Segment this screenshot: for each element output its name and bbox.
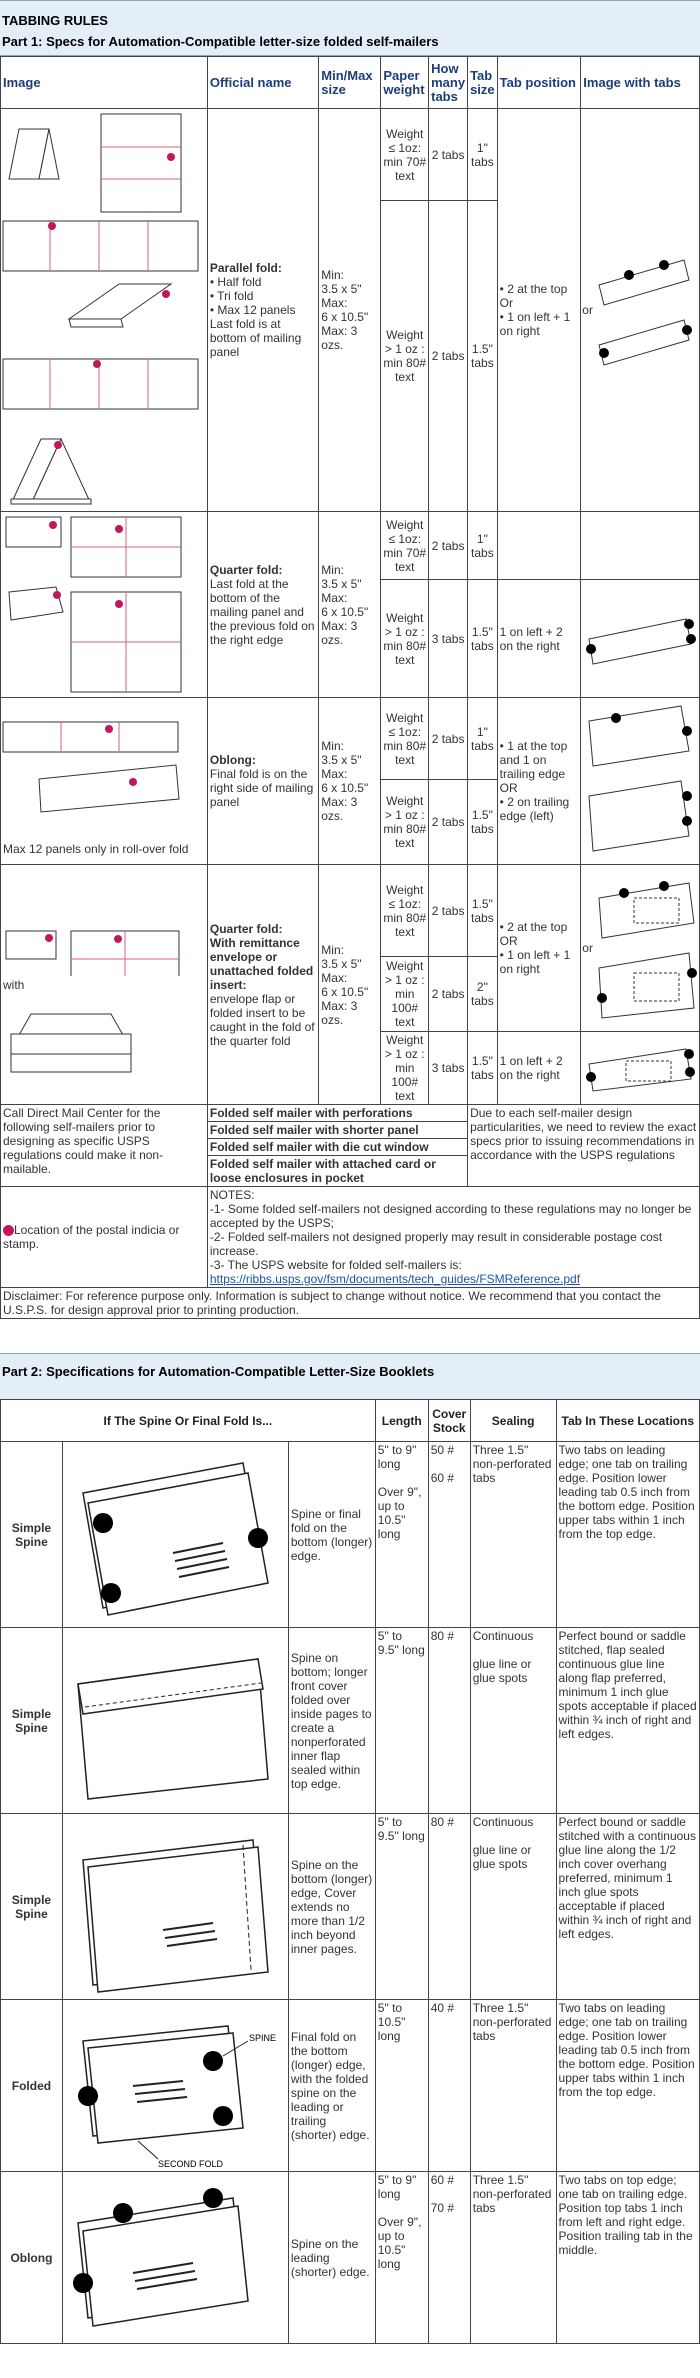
remit-name-cell bbox=[207, 865, 318, 1105]
legend-cell bbox=[1, 1187, 208, 1288]
booklet-desc: Spine or final fold on the bottom (longer) edge. bbox=[288, 1442, 375, 1628]
booklet-diagram-5 bbox=[63, 2173, 287, 2343]
quarter-size: Min: 3.5 x 5" Max: 6 x 10.5" Max: 3 ozs. bbox=[319, 512, 381, 698]
booklet-label: Simple Spine bbox=[1, 1442, 63, 1628]
oblong-tabsize-2: 1.5" tabs bbox=[468, 780, 498, 865]
oblong-tab-image bbox=[581, 698, 700, 865]
call-row bbox=[1, 1105, 700, 1187]
booklet-sealing: Continuous glue line or glue spots bbox=[470, 1814, 556, 2000]
remit-tabsize-2: 2" tabs bbox=[468, 957, 498, 1032]
booklet-desc: Spine on the leading (shorter) edge. bbox=[288, 2172, 375, 2344]
oblong-weight-1: Weight ≤ 1oz: min 80# text bbox=[381, 698, 429, 780]
booklet-length: 5" to 9" long Over 9", up to 10.5" long bbox=[375, 2172, 428, 2344]
booklet-diagram-4 bbox=[63, 2001, 287, 2171]
parallel-tabsize-2: 1.5" tabs bbox=[468, 201, 498, 512]
remit-tab-diagram-2 bbox=[581, 1039, 697, 1097]
booklet-stock: 80 # bbox=[428, 1628, 470, 1814]
oblong-note: Max 12 panels only in roll-over fold bbox=[3, 841, 189, 856]
red-dot-icon bbox=[3, 1225, 14, 1236]
booklet-sealing: Three 1.5" non-perforated tabs bbox=[470, 2172, 556, 2344]
parallel-tabs-2: 2 tabs bbox=[429, 201, 468, 512]
booklet-image bbox=[62, 1628, 288, 1814]
remit-position: • 2 at the top OR • 1 on left + 1 on right bbox=[497, 865, 581, 1032]
remit-envelope-diagram bbox=[1, 994, 206, 1074]
col-official-name: Official name bbox=[207, 57, 318, 109]
call-item: Folded self mailer with perforations bbox=[208, 1105, 467, 1122]
part2-header-row bbox=[1, 1400, 700, 1442]
disclaimer: Disclaimer: For reference purpose only. Information is subject to change without notice. We recommend that you contact the U.S.P.S. for design approval prior to printing production. bbox=[1, 1288, 700, 1319]
call-items bbox=[207, 1105, 467, 1187]
oblong-fold-diagrams bbox=[1, 707, 206, 842]
booklet-diagram-2 bbox=[63, 1629, 287, 1813]
remit-fold-diagrams bbox=[1, 896, 206, 976]
remit-weight-1: Weight ≤ 1oz: min 80# text bbox=[381, 865, 429, 957]
parallel-tab-diagram bbox=[594, 235, 694, 385]
col-tab-size: Tab size bbox=[468, 57, 498, 109]
quarter-tab-diagram bbox=[581, 599, 697, 679]
booklet-tabs: Perfect bound or saddle stitched with a continuous glue line along the 1/2 inch cover overhang preferred, minimum 1 inch glue spots acceptable if placed within ¾ inch of right and left edges. bbox=[556, 1814, 699, 2000]
booklet-row bbox=[1, 2172, 700, 2344]
oblong-desc: Final fold is on the right side of mailing panel bbox=[209, 767, 314, 809]
part1-header-row bbox=[1, 57, 700, 109]
quarter-tabsize-1: 1" tabs bbox=[468, 512, 498, 580]
oblong-weight-2: Weight > 1 oz : min 80# text bbox=[381, 780, 429, 865]
booklet-length: 5" to 9.5" long bbox=[375, 1628, 428, 1814]
notes-title: NOTES: bbox=[209, 1188, 255, 1202]
remit-desc: envelope flap or folded insert to be caught in the fold of the quarter fold bbox=[209, 991, 315, 1048]
parallel-weight-1: Weight ≤ 1oz: min 70# text bbox=[381, 109, 429, 201]
col-cover-stock: Cover Stock bbox=[428, 1400, 470, 1442]
note-item: -2- Folded self-mailers not designed properly may result in considerable postage cost increase. bbox=[209, 1230, 663, 1258]
note-item: -1- Some folded self-mailers not designed according to these regulations may no longer be accepted by the USPS; bbox=[209, 1202, 692, 1230]
booklet-tabs: Perfect bound or saddle stitched, flap sealed continuous glue line along flap preferred, minimum 1 inch glue spots acceptable if placed within ¾ inch of right and left edges. bbox=[556, 1628, 699, 1814]
remit-tab-image-2 bbox=[581, 1032, 700, 1105]
quarter-image bbox=[1, 512, 208, 698]
quarter-fold-name: Quarter fold: bbox=[209, 562, 283, 577]
oblong-tabsize-1: 1" tabs bbox=[468, 698, 498, 780]
quarter-position: 1 on left + 2 on the right bbox=[497, 580, 581, 698]
oblong-row-1 bbox=[1, 698, 700, 780]
quarter-tabsize-2: 1.5" tabs bbox=[468, 580, 498, 698]
booklet-stock: 50 # 60 # bbox=[428, 1442, 470, 1628]
call-item: Folded self mailer with attached card or loose enclosures in pocket bbox=[209, 1157, 436, 1185]
booklet-stock: 60 # 70 # bbox=[428, 2172, 470, 2344]
notes-cell bbox=[207, 1187, 699, 1288]
parallel-position: • 2 at the top Or • 1 on left + 1 on right bbox=[497, 109, 581, 512]
quarter-row-1 bbox=[1, 512, 700, 580]
call-right: Due to each self-mailer design particularities, we need to review the exact specs prior to issuing recommendations in accordance with the USPS regulations bbox=[468, 1105, 700, 1187]
remit-tab-image bbox=[581, 865, 700, 1032]
parallel-tabsize-1: 1" tabs bbox=[468, 109, 498, 201]
booklet-row bbox=[1, 2000, 700, 2172]
booklet-label: Simple Spine bbox=[1, 1814, 63, 2000]
part2-title-bar bbox=[0, 1353, 700, 1399]
booklet-sealing: Three 1.5" non-perforated tabs bbox=[470, 2000, 556, 2172]
call-text: Call Direct Mail Center for the following self-mailers prior to designing as specific USPS regulations could make it non-mailable. bbox=[1, 1105, 208, 1187]
booklet-length: 5" to 9.5" long bbox=[375, 1814, 428, 2000]
quarter-tab-image bbox=[581, 580, 700, 698]
booklet-tabs: Two tabs on top edge; one tab on trailing edge. Position top tabs 1 inch from left and right edge. Position trailing tab in the middle. bbox=[556, 2172, 699, 2344]
quarter-name-cell bbox=[207, 512, 318, 698]
booklet-tabs: Two tabs on leading edge; one tab on trailing edge. Position lower leading tab 0.5 inch from the bottom edge. Position upper tabs within 1 inch from the top edge. bbox=[556, 2000, 699, 2172]
usps-link[interactable]: https://ribbs.usps.gov/fsm/documents/tech_guides/FSMReference.pdf bbox=[209, 1272, 581, 1286]
quarter-tabs-1: 2 tabs bbox=[429, 512, 468, 580]
booklet-label: Folded bbox=[1, 2000, 63, 2172]
booklet-diagram-1 bbox=[63, 1443, 287, 1627]
booklet-desc: Final fold on the bottom (longer) edge, with the folded spine on the leading or trailing (shorter) edge. bbox=[288, 2000, 375, 2172]
quarter-fold-desc: Last fold at the bottom of the mailing panel and the previous fold on the right edge bbox=[209, 576, 315, 647]
booklet-length: 5" to 9" long Over 9", up to 10.5" long bbox=[375, 1442, 428, 1628]
quarter-fold-diagrams bbox=[1, 512, 206, 697]
booklet-stock: 40 # bbox=[428, 2000, 470, 2172]
notes-row bbox=[1, 1187, 700, 1288]
parallel-or: or bbox=[582, 303, 593, 317]
booklet-label: Simple Spine bbox=[1, 1628, 63, 1814]
booklet-length: 5" to 10.5" long bbox=[375, 2000, 428, 2172]
remit-tab-diagram bbox=[594, 868, 699, 1028]
remit-tabs-3: 3 tabs bbox=[429, 1032, 468, 1105]
remit-image bbox=[1, 865, 208, 1105]
parallel-fold-diagrams bbox=[1, 109, 206, 511]
parallel-tabs-1: 2 tabs bbox=[429, 109, 468, 201]
remit-weight-2: Weight > 1 oz : min 100# text bbox=[381, 957, 429, 1032]
col-image: Image bbox=[1, 57, 208, 109]
second-fold-callout: SECOND FOLD bbox=[157, 2158, 223, 2169]
oblong-position: • 1 at the top and 1 on trailing edge OR • 2 on trailing edge (left) bbox=[497, 698, 581, 865]
call-item: Folded self mailer with die cut window bbox=[208, 1139, 467, 1156]
quarter-position-empty bbox=[497, 512, 581, 580]
remit-position-2: 1 on left + 2 on the right bbox=[497, 1032, 581, 1105]
section-gap bbox=[0, 1319, 700, 1353]
booklet-image bbox=[62, 1814, 288, 2000]
remit-row-1 bbox=[1, 865, 700, 957]
booklet-row bbox=[1, 1442, 700, 1628]
col-paper-weight: Paper weight bbox=[381, 57, 429, 109]
quarter-weight-1: Weight ≤ 1oz: min 70# text bbox=[381, 512, 429, 580]
quarter-image-empty bbox=[581, 512, 700, 580]
parallel-image bbox=[1, 109, 208, 512]
booklet-label: Oblong bbox=[1, 2172, 63, 2344]
booklet-row bbox=[1, 1814, 700, 2000]
oblong-name: Oblong: bbox=[209, 753, 256, 767]
oblong-size: Min: 3.5 x 5" Max: 6 x 10.5" Max: 3 ozs. bbox=[319, 698, 381, 865]
booklet-diagram-3 bbox=[63, 1815, 287, 1999]
remit-or: or bbox=[582, 941, 593, 955]
remit-size: Min: 3.5 x 5" Max: 6 x 10.5" Max: 3 ozs. bbox=[319, 865, 381, 1105]
booklet-row bbox=[1, 1628, 700, 1814]
parallel-name-cell bbox=[207, 109, 318, 512]
booklet-sealing: Continuous glue line or glue spots bbox=[470, 1628, 556, 1814]
parallel-fold-desc: • Half fold • Tri fold • Max 12 panels Last fold is at bottom of mailing panel bbox=[209, 275, 302, 359]
booklet-tabs: Two tabs on leading edge; one tab on trailing edge. Position lower leading tab 0.5 inch from the bottom edge. Position upper tabs within 1 inch from the top edge. bbox=[556, 1442, 699, 1628]
oblong-tab-diagram bbox=[581, 701, 697, 861]
booklet-image bbox=[62, 2000, 288, 2172]
col-tab-position: Tab position bbox=[497, 57, 581, 109]
booklet-image bbox=[62, 1442, 288, 1628]
oblong-tabs-1: 2 tabs bbox=[429, 698, 468, 780]
remit-weight-3: Weight > 1 oz : min 100# text bbox=[381, 1032, 429, 1105]
booklet-image bbox=[62, 2172, 288, 2344]
oblong-tabs-2: 2 tabs bbox=[429, 780, 468, 865]
quarter-tabs-2: 3 tabs bbox=[429, 580, 468, 698]
remit-with: with bbox=[3, 977, 25, 992]
call-item: Folded self mailer with shorter panel bbox=[208, 1122, 467, 1139]
quarter-weight-2: Weight > 1 oz : min 80# text bbox=[381, 580, 429, 698]
disclaimer-row bbox=[1, 1288, 700, 1319]
oblong-name-cell bbox=[207, 698, 318, 865]
note-item: -3- The USPS website for folded self-mailers is: bbox=[209, 1258, 462, 1272]
col-tab-locations: Tab In These Locations bbox=[556, 1400, 699, 1442]
remit-tabsize-1: 1.5" tabs bbox=[468, 865, 498, 957]
parallel-tab-image bbox=[581, 109, 700, 512]
col-spine: If The Spine Or Final Fold Is... bbox=[1, 1400, 376, 1442]
col-how-many: How many tabs bbox=[429, 57, 468, 109]
legend-text: Location of the postal indicia or stamp. bbox=[3, 1223, 180, 1251]
remit-tabsize-3: 1.5" tabs bbox=[468, 1032, 498, 1105]
remit-tabs-2: 2 tabs bbox=[429, 957, 468, 1032]
page-title: TABBING RULES bbox=[2, 13, 108, 28]
remit-name: Quarter fold: With remittance envelope or unattached folded insert: bbox=[209, 921, 314, 992]
part2-table bbox=[0, 1399, 700, 2344]
parallel-fold-name: Parallel fold: bbox=[209, 261, 282, 275]
col-length: Length bbox=[375, 1400, 428, 1442]
col-size: Min/Max size bbox=[319, 57, 381, 109]
part2-title: Part 2: Specifications for Automation-Compatible Letter-Size Booklets bbox=[2, 1364, 435, 1379]
booklet-desc: Spine on the bottom (longer) edge, Cover extends no more than 1/2 inch beyond inner pages. bbox=[288, 1814, 375, 2000]
remit-tabs-1: 2 tabs bbox=[429, 865, 468, 957]
booklet-stock: 80 # bbox=[428, 1814, 470, 2000]
part1-title: Part 1: Specs for Automation-Compatible letter-size folded self-mailers bbox=[2, 34, 439, 49]
col-image-tabs: Image with tabs bbox=[581, 57, 700, 109]
title-bar bbox=[0, 0, 700, 56]
booklet-desc: Spine on bottom; longer front cover folded over inside pages to create a nonperforated inner flap sealed within top edge. bbox=[288, 1628, 375, 1814]
parallel-size: Min: 3.5 x 5" Max: 6 x 10.5" Max: 3 ozs. bbox=[319, 109, 381, 512]
parallel-weight-2: Weight > 1 oz : min 80# text bbox=[381, 201, 429, 512]
oblong-image bbox=[1, 698, 208, 865]
parallel-row-1 bbox=[1, 109, 700, 201]
col-sealing: Sealing bbox=[470, 1400, 556, 1442]
booklet-sealing: Three 1.5" non-perforated tabs bbox=[470, 1442, 556, 1628]
part1-table bbox=[0, 56, 700, 1319]
spine-callout: SPINE bbox=[248, 2032, 276, 2043]
